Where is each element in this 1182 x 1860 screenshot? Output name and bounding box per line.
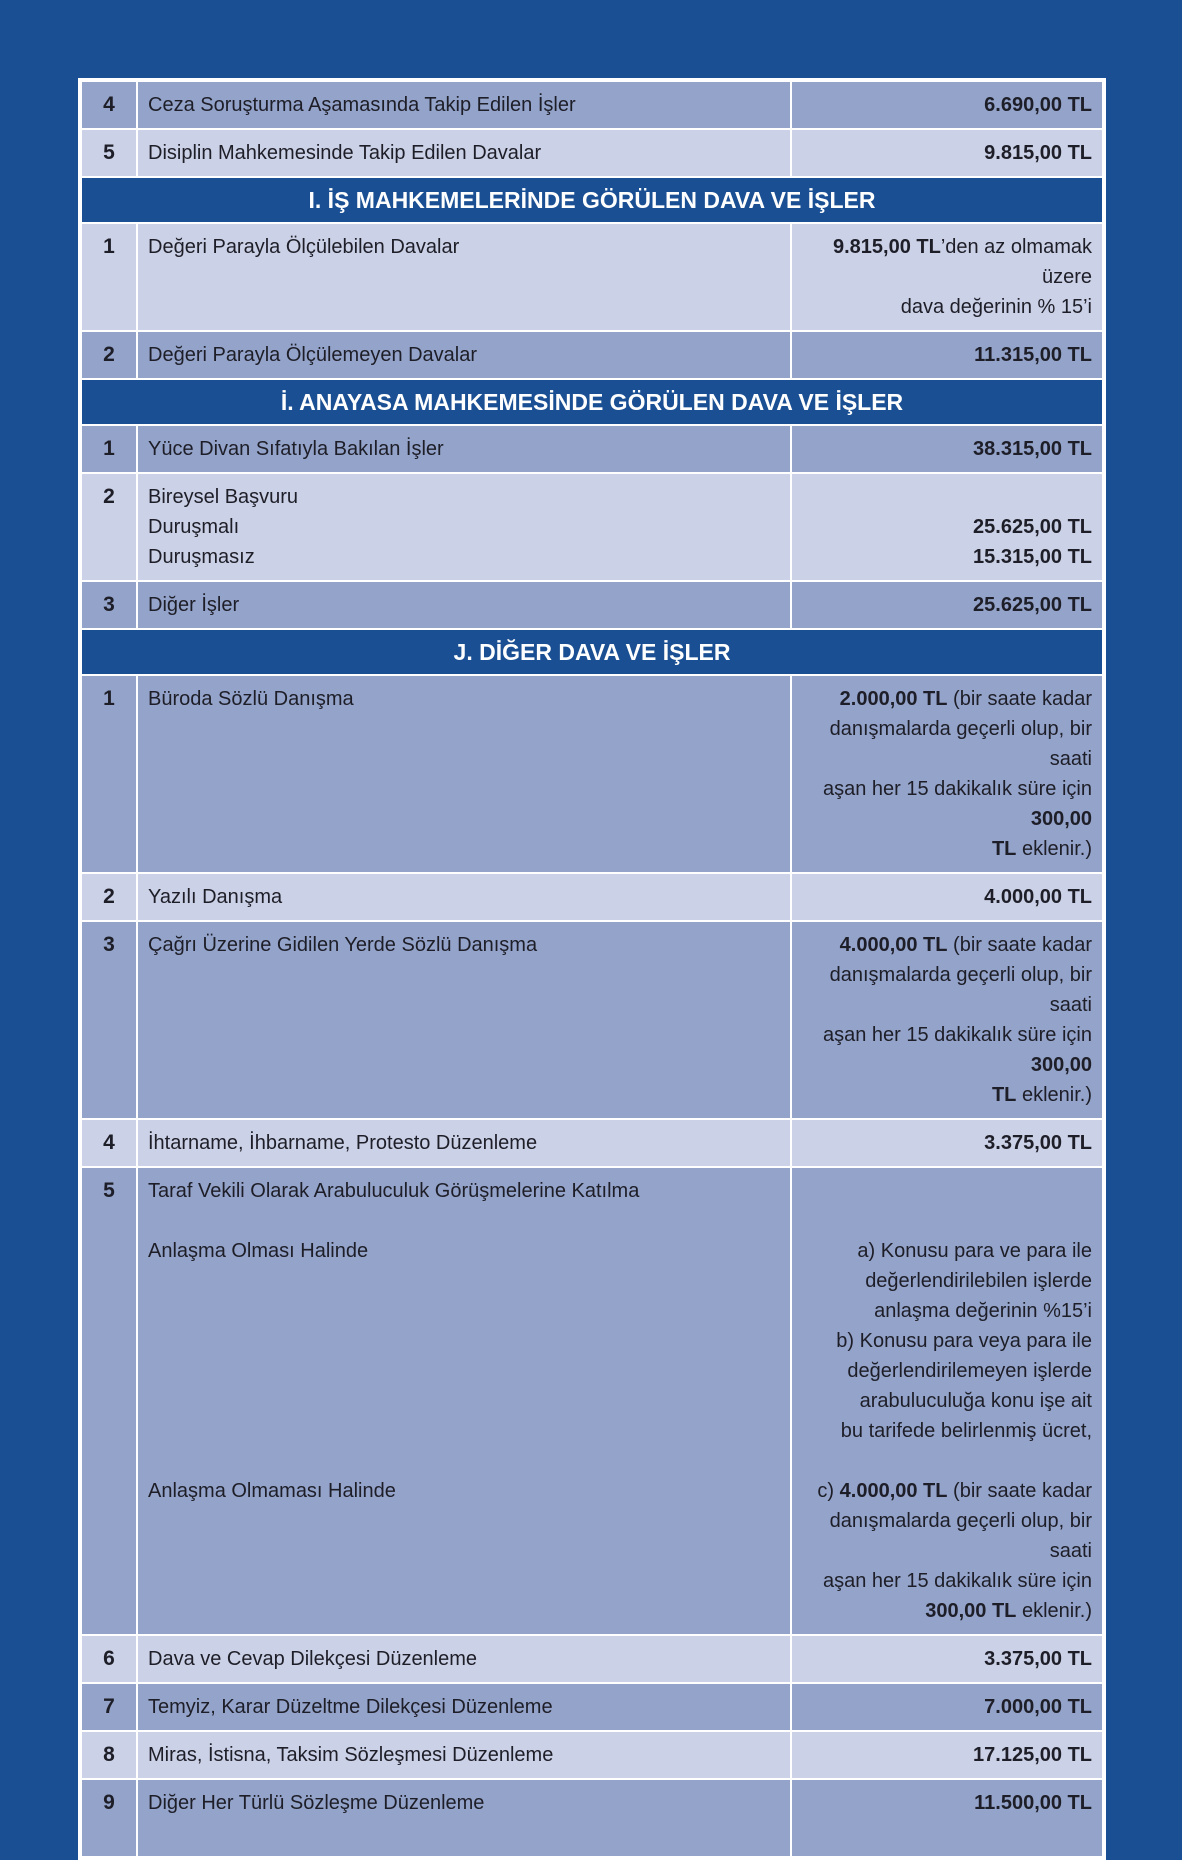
amount-text: arabuluculuğa konu işe ait [859, 1390, 1092, 1412]
table-row [81, 921, 1103, 1119]
amount-text: c) [817, 1480, 840, 1502]
row-amount [791, 473, 1103, 581]
row-number: 8 [81, 1731, 137, 1779]
table-row [81, 1683, 1103, 1731]
amount-text: b) Konusu para veya para ile [836, 1330, 1092, 1352]
row-number: 4 [81, 81, 137, 129]
amount-text: danışmalarda geçerli olup, bir saati [829, 1510, 1092, 1562]
row-description: Dava ve Cevap Dilekçesi Düzenleme [137, 1635, 791, 1683]
row-description [137, 473, 791, 581]
table-row [81, 81, 1103, 129]
amount-text: eklenir.) [1016, 1084, 1092, 1106]
amount-text: bu tarifede belirlenmiş ücret, [840, 1420, 1092, 1442]
table-row [81, 1119, 1103, 1167]
amount-text: (bir saate kadar [947, 1480, 1092, 1502]
row-number: 1 [81, 675, 137, 873]
section-header-anayasa-mahkemesi [81, 379, 1103, 425]
amount-text: aşan her 15 dakikalık süre için [822, 1570, 1092, 1592]
section-header-is-mahkemeleri [81, 177, 1103, 223]
row-description: Yüce Divan Sıfatıyla Bakılan İşler [137, 425, 791, 473]
section-title: I. İŞ MAHKEMELERİNDE GÖRÜLEN DAVA VE İŞLER [81, 177, 1103, 223]
table-row [81, 675, 1103, 873]
amount-text: değerlendirilemeyen işlerde [847, 1360, 1092, 1382]
row-amount: 11.500,00 TL [791, 1779, 1103, 1857]
row-description-sub: Anlaşma Olmaması Halinde [148, 1480, 396, 1502]
row-number: 1 [81, 425, 137, 473]
amount-text: danışmalarda geçerli olup, bir saati [829, 964, 1092, 1016]
row-number: 6 [81, 1635, 137, 1683]
row-description: Büroda Sözlü Danışma [137, 675, 791, 873]
table-row [81, 1779, 1103, 1857]
amount-text: aşan her 15 dakikalık süre için [822, 778, 1092, 800]
amount-bold: 300,00 [1030, 1054, 1092, 1076]
row-description: Temyiz, Karar Düzeltme Dilekçesi Düzenleme [137, 1683, 791, 1731]
row-description: Değeri Parayla Ölçülebilen Davalar [137, 223, 791, 331]
fee-table-sheet [78, 78, 1106, 1860]
table-row [81, 1167, 1103, 1635]
amount-text: anlaşma değerinin %15’i [874, 1300, 1092, 1322]
row-description-sub: Duruşmasız [148, 546, 255, 568]
table-row [81, 129, 1103, 177]
row-number: 1 [81, 223, 137, 331]
amount-text: (bir saate kadar [947, 934, 1092, 956]
row-amount: 9.815,00 TL [791, 129, 1103, 177]
amount-line: 25.625,00 TL [973, 516, 1092, 538]
row-amount: 4.000,00 TL [791, 873, 1103, 921]
row-description: Yazılı Danışma [137, 873, 791, 921]
amount-line: 15.315,00 TL [973, 546, 1092, 568]
row-amount [791, 921, 1103, 1119]
amount-bold: 9.815,00 TL [832, 236, 941, 258]
row-description [137, 1167, 791, 1635]
row-description: Diğer İşler [137, 581, 791, 629]
row-number: 5 [81, 129, 137, 177]
amount-text: eklenir.) [1016, 838, 1092, 860]
row-description-sub: Anlaşma Olması Halinde [148, 1240, 369, 1262]
amount-text: eklenir.) [1016, 1600, 1092, 1622]
row-description: İhtarname, İhbarname, Protesto Düzenleme [137, 1119, 791, 1167]
row-amount: 17.125,00 TL [791, 1731, 1103, 1779]
row-description: Ceza Soruşturma Aşamasında Takip Edilen İşler [137, 81, 791, 129]
row-number: 2 [81, 331, 137, 379]
table-row [81, 1635, 1103, 1683]
table-row [81, 1731, 1103, 1779]
row-description: Disiplin Mahkemesinde Takip Edilen Davalar [137, 129, 791, 177]
row-amount: 3.375,00 TL [791, 1119, 1103, 1167]
amount-text: (bir saate kadar [947, 688, 1092, 710]
section-title: İ. ANAYASA MAHKEMESİNDE GÖRÜLEN DAVA VE İŞLER [81, 379, 1103, 425]
section-title: J. DİĞER DAVA VE İŞLER [81, 629, 1103, 675]
row-amount [791, 1167, 1103, 1635]
row-number: 9 [81, 1779, 137, 1857]
row-number: 2 [81, 873, 137, 921]
row-amount [791, 675, 1103, 873]
row-description: Miras, İstisna, Taksim Sözleşmesi Düzenleme [137, 1731, 791, 1779]
row-number: 3 [81, 921, 137, 1119]
row-number: 4 [81, 1119, 137, 1167]
row-number: 7 [81, 1683, 137, 1731]
row-description [137, 1779, 791, 1857]
row-amount: 11.315,00 TL [791, 331, 1103, 379]
amount-text: aşan her 15 dakikalık süre için [822, 1024, 1092, 1046]
row-amount: 6.690,00 TL [791, 81, 1103, 129]
amount-bold: 300,00 [1030, 808, 1092, 830]
amount-text: dava değerinin % 15’i [900, 296, 1092, 318]
row-description-main: Diğer Her Türlü Sözleşme Düzenleme [148, 1792, 485, 1814]
row-amount: 25.625,00 TL [791, 581, 1103, 629]
row-description: Çağrı Üzerine Gidilen Yerde Sözlü Danışma [137, 921, 791, 1119]
table-row [81, 331, 1103, 379]
amount-bold: TL [991, 838, 1017, 860]
amount-bold: 4.000,00 TL [839, 1480, 948, 1502]
row-amount: 3.375,00 TL [791, 1635, 1103, 1683]
fee-table [80, 80, 1104, 1858]
row-number: 3 [81, 581, 137, 629]
section-header-diger [81, 629, 1103, 675]
table-row [81, 425, 1103, 473]
row-number: 5 [81, 1167, 137, 1635]
amount-bold: 2.000,00 TL [839, 688, 948, 710]
amount-text: a) Konusu para ve para ile [857, 1240, 1092, 1262]
row-amount [791, 223, 1103, 331]
table-row [81, 473, 1103, 581]
amount-text: ’den az olmamak üzere [940, 236, 1092, 288]
row-description-main: Bireysel Başvuru [148, 486, 299, 508]
row-amount: 38.315,00 TL [791, 425, 1103, 473]
amount-text: değerlendirilebilen işlerde [865, 1270, 1092, 1292]
row-description-sub: Duruşmalı [148, 516, 240, 538]
row-number: 2 [81, 473, 137, 581]
amount-bold: TL [991, 1084, 1017, 1106]
row-amount: 7.000,00 TL [791, 1683, 1103, 1731]
amount-text: danışmalarda geçerli olup, bir saati [829, 718, 1092, 770]
row-description: Değeri Parayla Ölçülemeyen Davalar [137, 331, 791, 379]
amount-bold: 4.000,00 TL [839, 934, 948, 956]
amount-bold: 300,00 TL [925, 1600, 1017, 1622]
table-row [81, 581, 1103, 629]
table-row [81, 223, 1103, 331]
row-description-main: Taraf Vekili Olarak Arabuluculuk Görüşmelerine Katılma [148, 1180, 640, 1202]
table-row [81, 873, 1103, 921]
